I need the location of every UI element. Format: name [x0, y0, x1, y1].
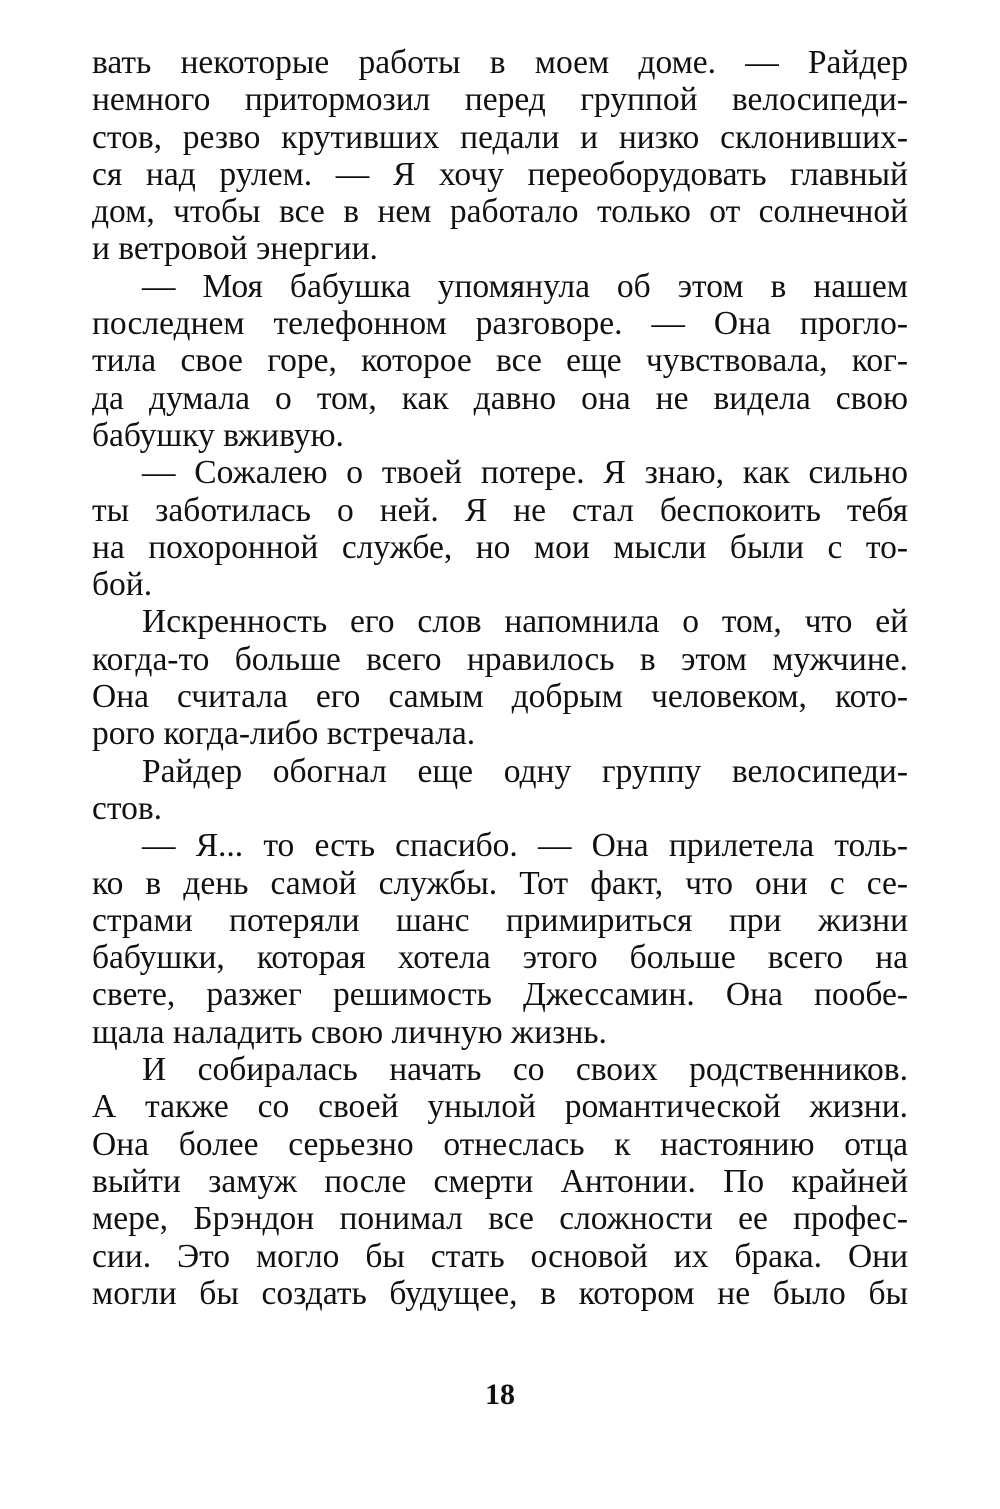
text-line: на похоронной службе, но мои мысли были с то- [92, 528, 908, 566]
text-line: последнем телефонном разговоре. — Она прогло- [92, 305, 908, 343]
text-line: и ветровой энергии. [92, 230, 378, 268]
text-line: могли бы создать будущее, в котором не было бы [92, 1274, 908, 1312]
text-line: ко в день самой службы. Тот факт, что они с се- [92, 864, 908, 902]
text-line: страми потеряли шанс примириться при жизни [92, 901, 908, 939]
text-line: Райдер обогнал еще одну группу велосипеди- [142, 752, 908, 790]
text-line: ся над рулем. — Я хочу переоборудовать главный [92, 155, 908, 193]
text-line: немного притормозил перед группой велосипеди- [92, 81, 908, 119]
page-number: 18 [485, 1378, 515, 1411]
text-line: И собиралась начать со своих родственников. [142, 1051, 908, 1089]
text-line: мере, Брэндон понимал все сложности ее профес- [92, 1200, 908, 1238]
text-line: — Сожалею о твоей потере. Я знаю, как сильно [142, 454, 908, 492]
text-line: когда-то больше всего нравилось в этом мужчине. [92, 640, 908, 678]
text-line: бабушки, которая хотела этого больше всего на [92, 939, 908, 977]
text-line: щала наладить свою личную жизнь. [92, 1013, 607, 1051]
text-line: бабушку вживую. [92, 416, 344, 454]
text-line: рого когда-либо встречала. [92, 715, 476, 753]
text-line: Искренность его слов напомнила о том, что ей [142, 603, 908, 641]
text-line: дом, чтобы все в нем работало только от солнечной [92, 193, 908, 231]
text-line: Она считала его самым добрым человеком, кото- [92, 678, 908, 716]
text-line: — Моя бабушка упомянула об этом в нашем [142, 267, 908, 305]
text-line: тила свое горе, которое все еще чувствовала, ког- [92, 342, 908, 380]
text-line: Она более серьезно отнеслась к настоянию отца [92, 1125, 908, 1163]
text-line: выйти замуж после смерти Антонии. По крайней [92, 1162, 908, 1200]
text-line: — Я... то есть спасибо. — Она прилетела толь- [142, 827, 908, 865]
text-line: бой. [92, 566, 153, 604]
text-line: да думала о том, как давно она не видела свою [92, 379, 908, 417]
text-line: ты заботилась о ней. Я не стал беспокоить тебя [92, 491, 908, 529]
text-line: стов. [92, 789, 163, 827]
text-line: стов, резво крутивших педали и низко склонивших- [92, 118, 908, 156]
text-line: сии. Это могло бы стать основой их брака. Они [92, 1237, 908, 1275]
body-text [92, 44, 908, 1312]
text-line: А также со своей унылой романтической жизни. [92, 1088, 908, 1126]
text-line: свете, разжег решимость Джессамин. Она пообе- [92, 976, 908, 1014]
text-line: вать некоторые работы в моем доме. — Райдер [92, 44, 908, 81]
